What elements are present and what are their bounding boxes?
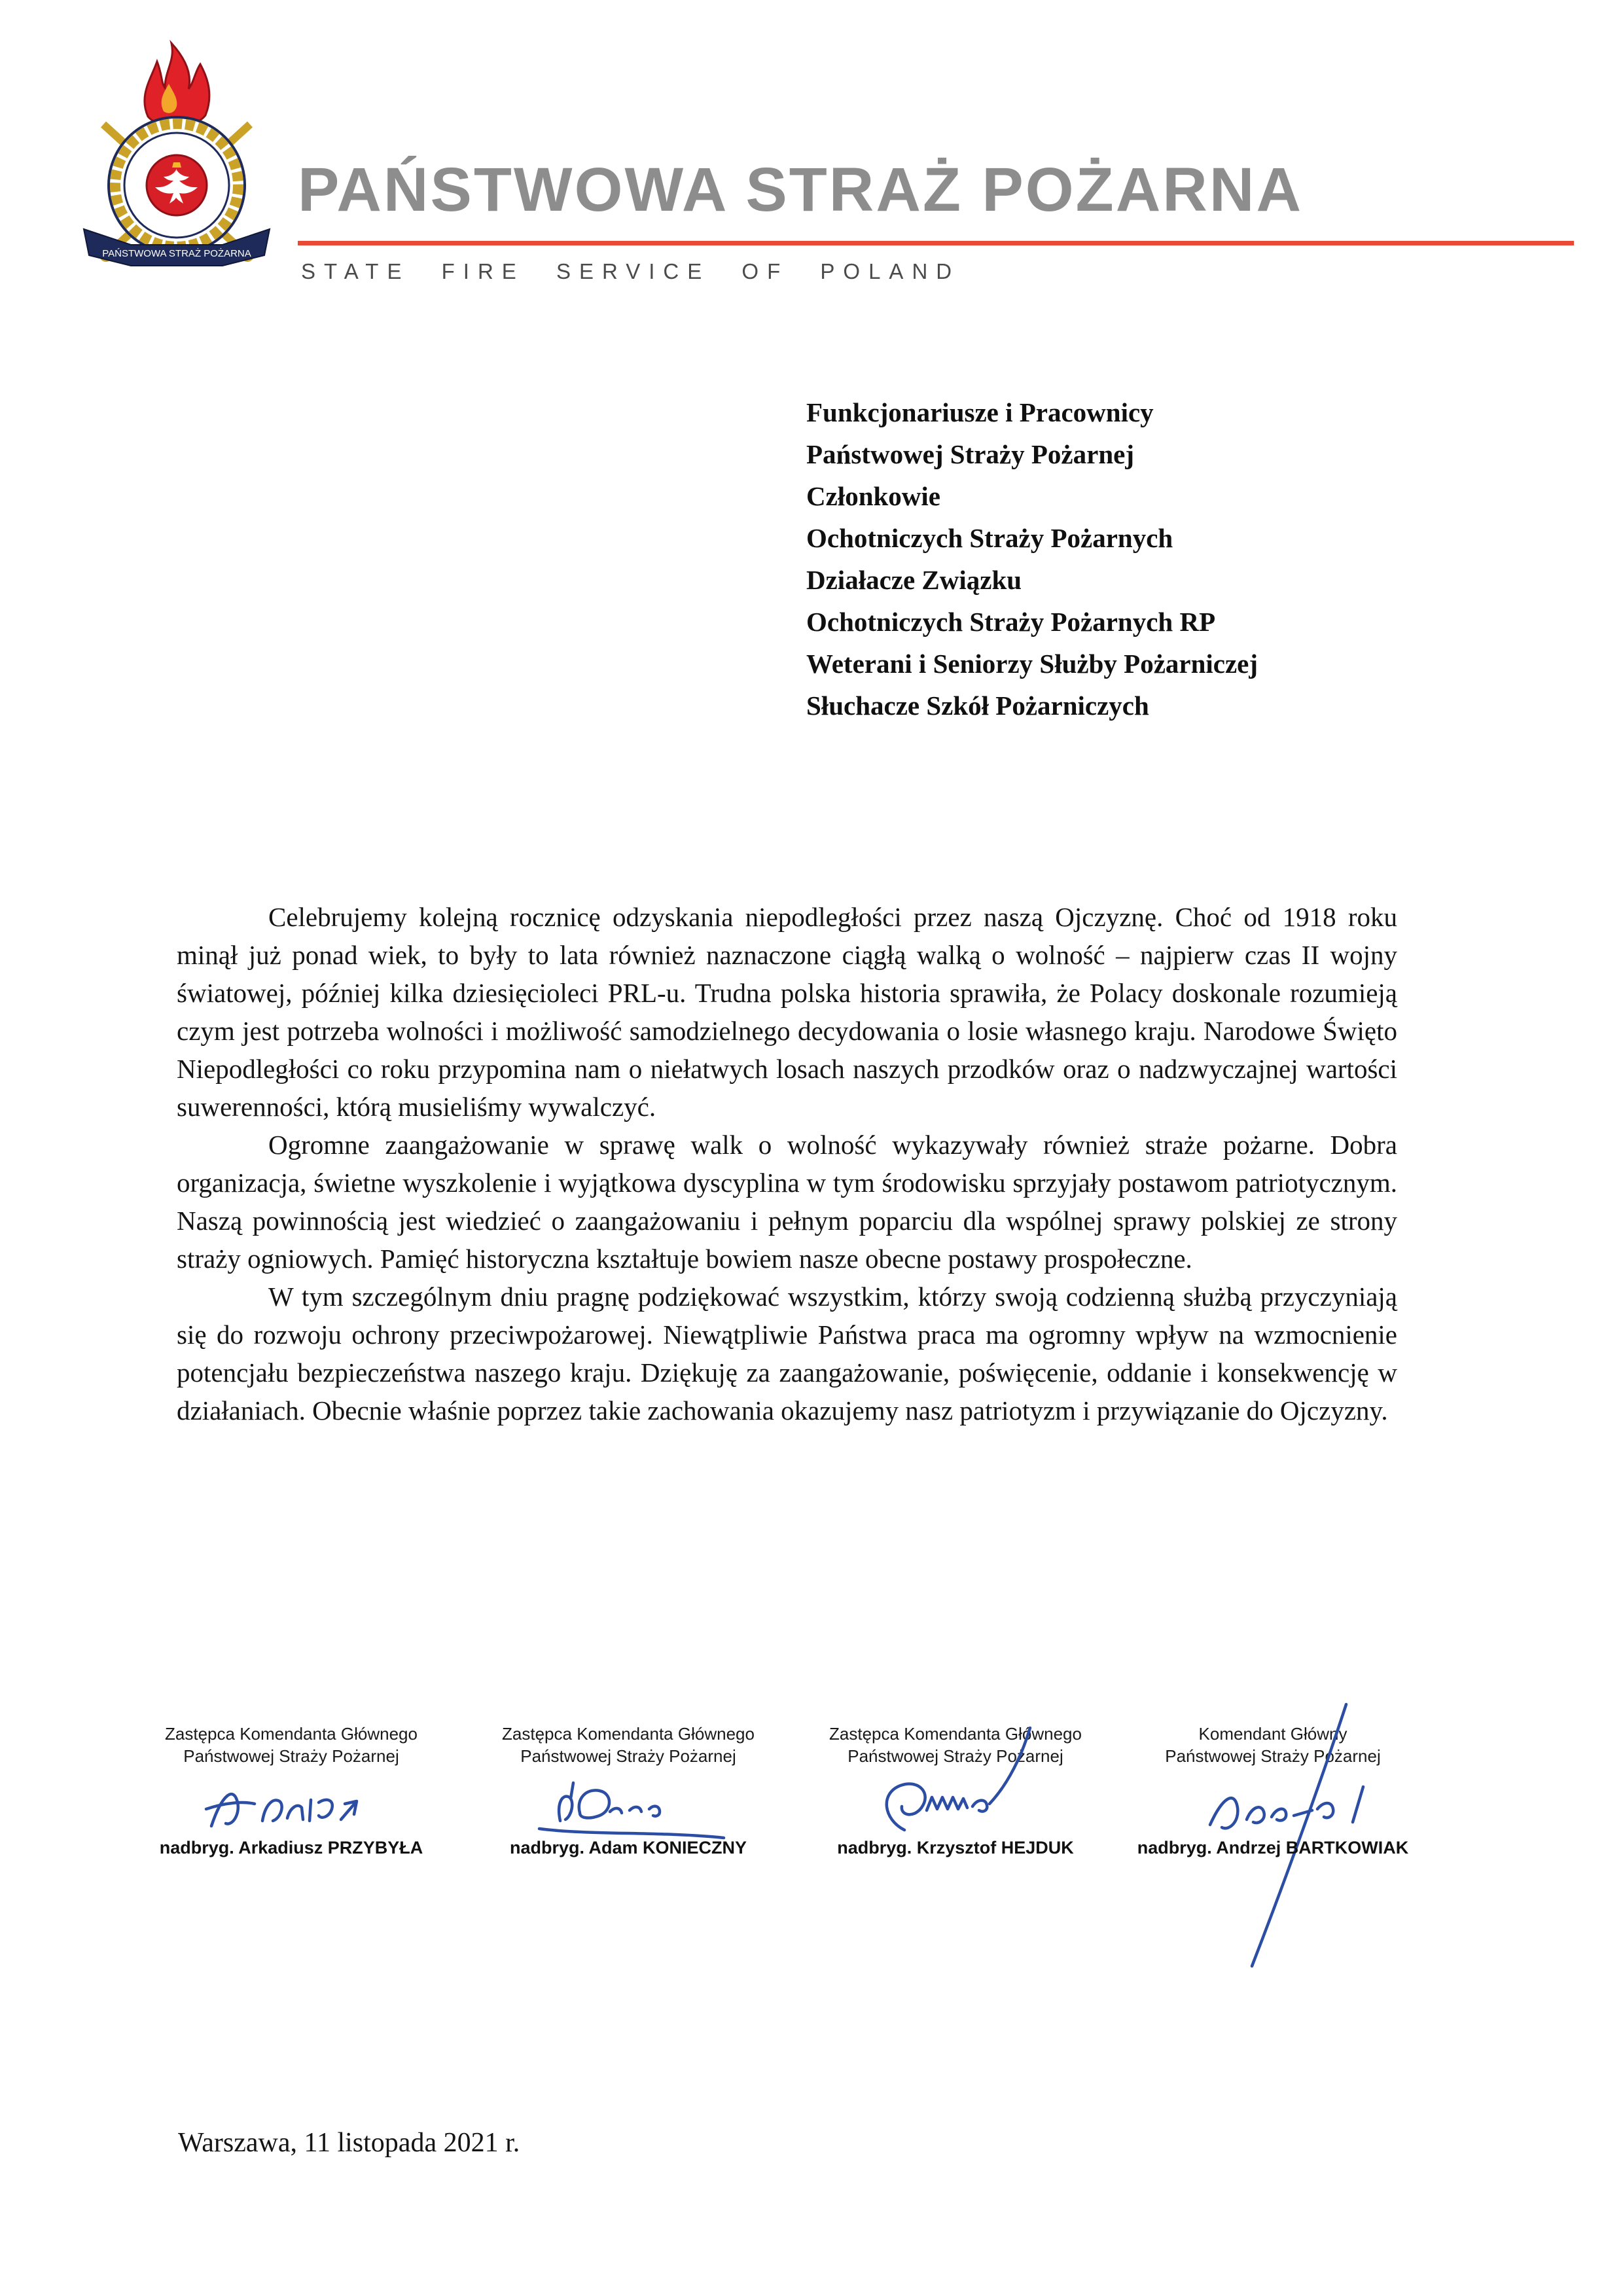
signature-name: nadbryg. Adam KONIECZNY (509, 1838, 747, 1857)
place-date: Warszawa, 11 listopada 2021 r. (178, 2128, 520, 2158)
signature-title: Zastępca Komendanta Głównego (502, 1724, 755, 1744)
body-paragraph: Celebrujemy kolejną rocznicę odzyskania niepodległości przez naszą Ojczyznę. Choć od 1918 roku minął już ponad wiek, to były to lata również naznaczone ciągłą walką o wolność – najpierw czas II wojny światowej, później kilka dziesięcioleci PRL-u. Trudna polska historia sprawiła, że Polacy doskonale rozumieją czym jest potrzeba wolności i możliwość samodzielnego decydowania o losie własnego kraju. Narodowe Święto Niepodległości co roku przypomina nam o niełatwych losach naszych przodków oraz o nadzwyczajnej wartości suwerenności, którą musieliśmy wywalczyć. (177, 902, 1397, 1122)
handwritten-signature-icon (530, 1770, 726, 1842)
handwritten-signature-icon (193, 1770, 389, 1842)
addressee-line: Działacze Związku (806, 565, 1022, 595)
addressee-line: Członkowie (806, 481, 940, 511)
signature-title: Komendant Główny (1198, 1724, 1347, 1744)
body-paragraph: W tym szczególnym dniu pragnę podziękować wszystkim, którzy swoją codzienną służbą przyczyniają się do rozwoju ochrony przeciwpożarowej. Niewątpliwie Państwa praca ma ogromny wpływ na wzmocnienie potencjału bezpieczeństwa naszego kraju. Dziękuję za zaangażowanie, poświęcenie, oddanie i konsekwencję w działaniach. Obecnie właśnie poprzez takie zachowania okazujemy nasz patriotyzm i przywiązanie do Ojczyzny. (177, 1282, 1397, 1426)
addressee-line: Słuchacze Szkół Pożarniczych (806, 691, 1149, 721)
signature-title: Państwowej Straży Pożarnej (183, 1746, 399, 1766)
flames-icon (145, 43, 209, 126)
signature-name: nadbryg. Krzysztof HEJDUK (837, 1838, 1074, 1857)
signature-name: nadbryg. Arkadiusz PRZYBYŁA (159, 1838, 423, 1857)
signature-block-konieczny (468, 1723, 789, 1858)
addressee-line: Funkcjonariusze i Pracownicy (806, 397, 1154, 427)
addressee-line: Państwowej Straży Pożarnej (806, 439, 1134, 469)
signature-title: Zastępca Komendanta Głównego (829, 1724, 1082, 1744)
body-paragraph: Ogromne zaangażowanie w sprawę walk o wolność wykazywały również straże pożarne. Dobra organizacja, świetne wyszkolenie i wyjątkowa dyscyplina w tym środowisku sprzyjały postawom patriotycznym. Naszą powinnością jest wiedzieć o zaangażowaniu i pełnym poparciu dla wspólnej sprawy polskiej ze strony straży ogniowych. Pamięć historyczna kształtuje bowiem nasze obecne postawy prospołeczne. (177, 1130, 1397, 1274)
handwritten-signature-icon (857, 1770, 1054, 1842)
org-subtitle: STATE FIRE SERVICE OF POLAND (301, 259, 961, 283)
signature-title: Państwowej Straży Pożarnej (520, 1746, 736, 1766)
signature-title: Państwowej Straży Pożarnej (847, 1746, 1063, 1766)
eagle-icon (147, 155, 207, 215)
handwritten-signature-icon (1175, 1770, 1371, 1842)
ribbon-banner-text: PAŃSTWOWA STRAŻ POŻARNA (102, 248, 251, 259)
signature-block-przybyla (131, 1723, 452, 1858)
addressee-line: Ochotniczych Straży Pożarnych (806, 523, 1173, 553)
signature-block-bartkowiak (1113, 1723, 1433, 1858)
addressee-line: Weterani i Seniorzy Służby Pożarniczej (806, 649, 1258, 679)
signature-block-hejduk (795, 1723, 1116, 1858)
letter-body (177, 898, 1397, 1429)
signature-title: Zastępca Komendanta Głównego (165, 1724, 418, 1744)
org-title: PAŃSTWOWA STRAŻ POŻARNA (298, 155, 1304, 224)
signature-title: Państwowej Straży Pożarnej (1165, 1746, 1381, 1766)
signature-name: nadbryg. Andrzej BARTKOWIAK (1137, 1838, 1409, 1857)
state-fire-service-emblem-icon (65, 38, 288, 293)
accent-rule (298, 241, 1574, 245)
addressee-block (806, 391, 1258, 726)
addressee-line: Ochotniczych Straży Pożarnych RP (806, 607, 1216, 637)
